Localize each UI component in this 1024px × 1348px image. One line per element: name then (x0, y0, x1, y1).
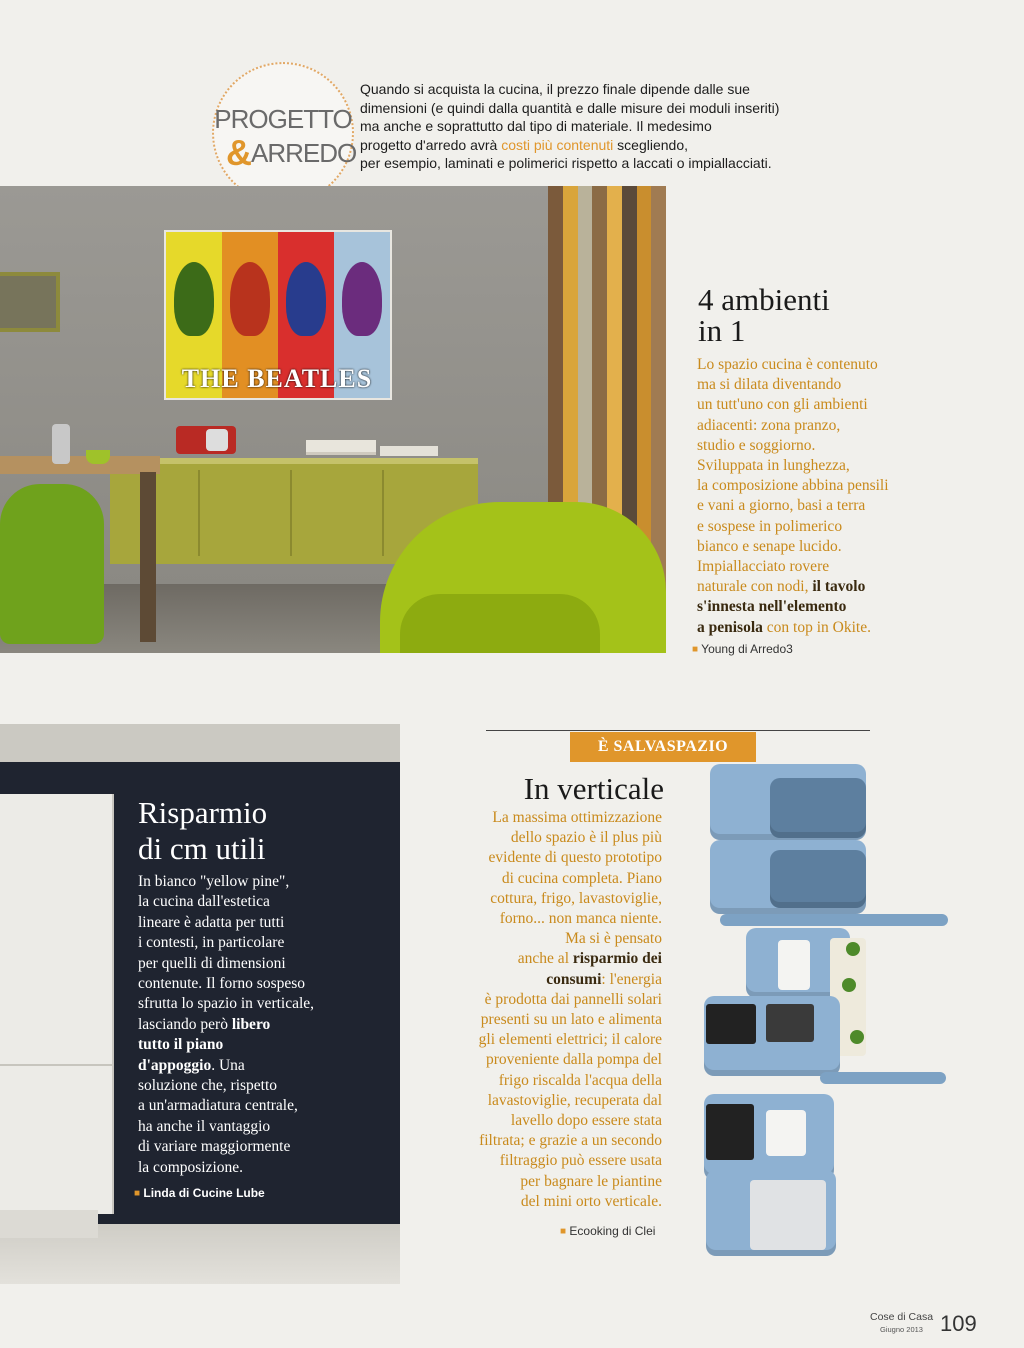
article1-line: e vani a giorno, basi a terra (697, 497, 866, 515)
article3-line: proveniente dalla pompa del (485, 1051, 662, 1069)
article3-line: evidente di questo prototipo (488, 849, 662, 867)
article2-bold: tutto il piano (138, 1036, 224, 1054)
article1-line: studio e soggiorno. (697, 436, 816, 454)
photo-white-cabinet (0, 794, 114, 1214)
article3-line (430, 949, 662, 969)
article1-body (697, 355, 947, 638)
article1-line: Lo spazio cucina è contenuto (697, 356, 878, 373)
intro-line: ma anche e soprattutto dal tipo di materiale. Il medesimo (360, 118, 712, 134)
article1-line: Sviluppata in lunghezza, (697, 457, 850, 475)
painting-text: THE BEATLES (181, 364, 373, 393)
section-rule (486, 730, 870, 731)
article2-line: In bianco "yellow pine", (138, 873, 290, 890)
intro-line-pre: progetto d'arredo avrà (360, 136, 502, 153)
intro-highlight: costi più contenuti (501, 136, 614, 153)
article2-line: a un'armadiatura centrale, (138, 1097, 298, 1115)
article1-title-line: 4 ambienti (698, 282, 830, 317)
article1-bold: s'innesta nell'elemento (697, 598, 847, 616)
article1-text: naturale con nodi, (697, 578, 813, 596)
photo-kettle (52, 424, 70, 464)
article1-text: con top in Okite. (762, 618, 871, 636)
article2-text: lasciando però (138, 1015, 232, 1033)
photo-table-leg (140, 472, 156, 642)
article3-tag: È SALVASPAZIO (570, 732, 756, 762)
article2-credit (134, 1186, 265, 1200)
article3-credit-text: Ecooking di Clei (569, 1224, 656, 1238)
article3-bold: risparmio dei (572, 950, 662, 968)
article2-text: . Una (211, 1056, 245, 1074)
article2-line: soluzione che, rispetto (138, 1077, 278, 1095)
intro-line: Quando si acquista la cucina, il prezzo finale dipende dalle sue (360, 81, 750, 97)
badge-ampersand: & (226, 132, 251, 173)
article1-credit (692, 642, 793, 656)
article3-line: del mini orto verticale. (520, 1192, 662, 1210)
article3-line: è prodotta dai pannelli solari (484, 990, 662, 1008)
article2-line (138, 1035, 388, 1055)
article2-line: la cucina dall'estetica (138, 893, 270, 911)
article2-line: di variare maggiormente (138, 1138, 291, 1156)
intro-paragraph (360, 80, 830, 173)
article3-line: dello spazio è il plus più (510, 829, 662, 847)
article3-title: In verticale (523, 771, 664, 806)
article2-line (138, 1015, 388, 1035)
article1-line: bianco e senape lucido. (697, 537, 842, 555)
article3-line: presenti su un lato e alimenta (480, 1011, 662, 1029)
article1-line (697, 597, 947, 617)
photo-living-kitchen (0, 186, 666, 653)
article2-bold: d'appoggio (138, 1056, 212, 1074)
article3-line: filtrata; e grazie a un secondo (479, 1132, 662, 1150)
article2-title (138, 795, 267, 867)
article2-line: sfrutta lo spazio in verticale, (138, 995, 315, 1013)
intro-line (360, 136, 830, 155)
article3-line: filtraggio può essere usata (499, 1152, 662, 1170)
article2-line: per quelli di dimensioni (138, 954, 286, 972)
article1-line: Impiallacciato rovere (697, 558, 830, 576)
badge-word-arredo-text: ARREDO (251, 138, 357, 168)
article3-text: : l'energia (601, 970, 662, 988)
photo-books (306, 440, 376, 455)
article1-line (697, 618, 947, 638)
article1-credit-text: Young di Arredo3 (701, 642, 793, 656)
article2-title-line: di cm utili (138, 831, 266, 866)
article2-line: i contesti, in particolare (138, 934, 285, 952)
article3-line: lavello dopo essere stata (510, 1112, 662, 1130)
photo-ceiling (0, 724, 400, 764)
badge-word-arredo (226, 132, 356, 174)
article2-bold: libero (231, 1015, 271, 1033)
article3-bold: consumi (546, 970, 602, 988)
bullet-icon: ■ (692, 644, 699, 655)
article1-line (697, 577, 947, 597)
article1-line: adiacenti: zona pranzo, (697, 416, 841, 434)
article1-line: la composizione abbina pensili (697, 477, 889, 495)
article2-line: lineare è adatta per tutti (138, 913, 285, 931)
intro-line-post: scegliendo, (617, 136, 688, 153)
article3-line: di cucina completa. Piano (501, 869, 662, 887)
article1-line: un tutt'uno con gli ambienti (697, 396, 868, 414)
article3-line: gli elementi elettrici; il calore (478, 1031, 662, 1049)
article2-title-line: Risparmio (138, 795, 268, 830)
article2-line (138, 1056, 388, 1076)
bullet-icon: ■ (134, 1188, 141, 1199)
article3-line: forno... non manca niente. (499, 910, 662, 928)
vertical-kitchen-illustration (700, 760, 952, 1260)
intro-line: per esempio, laminati e polimerici rispetto a laccati o impiallacciati. (360, 155, 772, 171)
article3-line: Ma si è pensato (565, 930, 662, 948)
article2-line: contenute. Il forno sospeso (138, 975, 306, 993)
article1-line: e sospese in polimerico (697, 517, 843, 535)
footer-magazine: Cose di Casa (870, 1311, 934, 1323)
article2-credit-text: Linda di Cucine Lube (143, 1186, 265, 1200)
photo-cup (86, 450, 110, 464)
photo-green-chair (0, 484, 104, 644)
article3-line: per bagnare le piantine (520, 1172, 662, 1190)
intro-line: dimensioni (e quindi dalla quantità e dalle misure dei moduli inseriti) (360, 99, 780, 116)
article1-line: ma si dilata diventando (697, 376, 842, 394)
photo-radio (176, 426, 236, 454)
badge-word-progetto: PROGETTO (214, 104, 352, 134)
article3-credit (560, 1224, 655, 1238)
page-number: 109 (940, 1311, 977, 1336)
article1-bold: a penisola (697, 618, 763, 636)
photo-cabinet-base (0, 1210, 98, 1238)
article3-line: La massima ottimizzazione (492, 809, 662, 826)
section-badge (212, 62, 357, 204)
photo-wall-shelf (0, 272, 60, 332)
article3-line (430, 970, 662, 990)
article3-line: frigo riscalda l'acqua della (498, 1071, 662, 1089)
article2-line: ha anche il vantaggio (138, 1117, 271, 1135)
article3-line: cottura, frigo, lavastoviglie, (490, 889, 662, 907)
article2-body (138, 872, 388, 1178)
footer-date: Giugno 2013 (880, 1325, 923, 1334)
photo-table (0, 456, 160, 474)
article1-title (698, 284, 948, 346)
article3-text: anche al (517, 950, 573, 968)
article3-body (430, 808, 662, 1212)
article3-line: lavastoviglie, recuperata dal (487, 1091, 662, 1109)
article1-title-line: in 1 (698, 313, 746, 348)
bullet-icon: ■ (560, 1226, 567, 1237)
photo-books (380, 446, 438, 456)
article2-line: la composizione. (138, 1158, 244, 1176)
article1-bold: il tavolo (812, 578, 866, 596)
